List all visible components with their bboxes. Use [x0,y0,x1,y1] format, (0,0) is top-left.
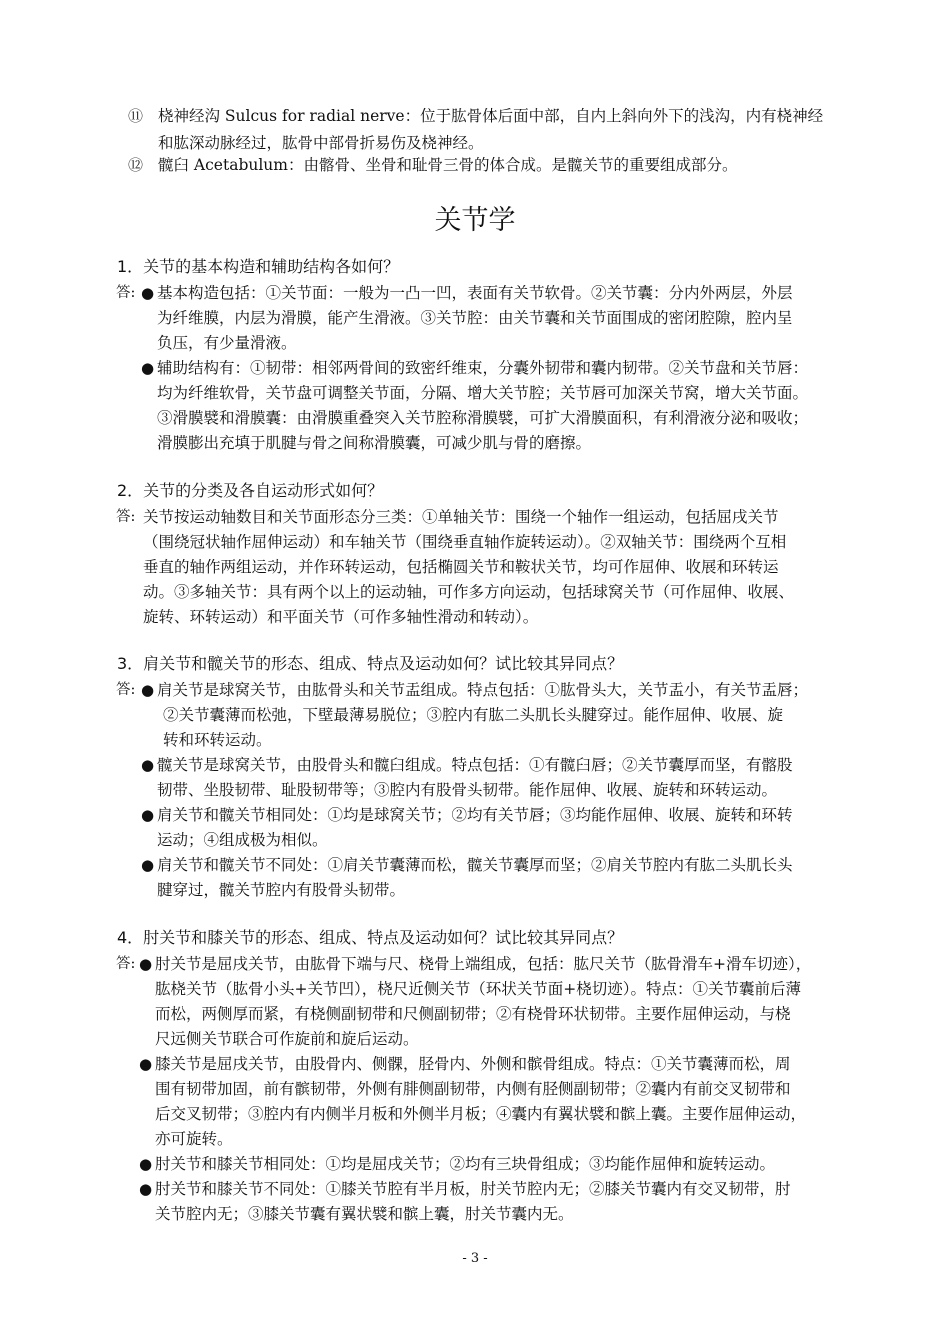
answer-line: 肩关节和髋关节相同处：①均是球窝关节；②均有关节唇；③均能作屈伸、收展、旋转和环转 [157,806,793,824]
answer-line: 关节按运动轴数目和关节面形态分三类：①单轴关节：围绕一个轴作一组运动，包括屈戌关节 [143,508,779,526]
answer-line: 膝关节是屈戌关节，由股骨内、侧髁，胫骨内、外侧和髌骨组成。特点：①关节囊薄而松，周 [155,1055,791,1073]
answer-line: 肩关节是球窝关节，由肱骨头和关节盂组成。特点包括：①肱骨头大，关节盂小，有关节盂唇； [157,681,809,699]
bullet-icon: ● [139,1055,153,1073]
answer-line: 均为纤维软骨，关节盘可调整关节面，分隔、增大关节腔；关节唇可加深关节窝，增大关节面。 [157,384,809,402]
answer-line: 负压，有少量滑液。 [157,334,297,352]
item-number-12: ⑫ [128,156,144,174]
answer-line: 滑膜膨出充填于肌腱与骨之间称滑膜囊，可减少肌与骨的磨擦。 [157,434,592,452]
bullet-icon: ● [141,756,155,774]
answer-line: 关节腔内无；③膝关节囊有翼状襞和髌上囊，肘关节囊内无。 [155,1205,574,1223]
answer-line: 为纤维膜，内层为滑膜，能产生滑液。③关节腔：由关节囊和关节面围成的密闭腔隙，腔内呈 [157,309,793,327]
answer-line: 垂直的轴作两组运动，并作环转运动，包括椭圆关节和鞍状关节，均可作屈伸、收展和环转运 [143,558,779,576]
bullet-icon: ● [141,681,155,699]
answer-label: 答: [116,509,136,525]
page-number: - 3 - [462,1251,488,1266]
question-heading: 3．肩关节和髋关节的形态、组成、特点及运动如何？试比较其异同点？ [117,654,624,673]
answer-line: 运动；④组成极为相似。 [157,831,328,849]
answer-line: 腱穿过，髋关节腔内有股骨头韧带。 [157,881,406,899]
section-title: 关节学 [434,205,516,236]
answer-label: 答: [116,956,136,972]
answer-line: 韧带、坐股韧带、耻股韧带等；③腔内有股骨头韧带。能作屈伸、收展、旋转和环转运动。 [157,781,778,799]
answer-line: 肘关节是屈戌关节，由肱骨下端与尺、桡骨上端组成，包括：肱尺关节（肱骨滑车+滑车切迹）， [155,955,812,973]
bullet-icon: ● [141,284,155,302]
question-heading: 1．关节的基本构造和辅助结构各如何？ [117,257,400,276]
answer-line: 辅助结构有：①韧带：相邻两骨间的致密纤维束，分囊外韧带和囊内韧带。②关节盘和关节唇： [157,359,809,377]
bullet-icon: ● [139,955,153,973]
answer-line: ③滑膜襞和滑膜囊：由滑膜重叠突入关节腔称滑膜襞，可扩大滑膜面积，有利滑液分泌和吸收； [157,409,809,427]
item-line: 和肱深动脉经过，肱骨中部骨折易伤及桡神经。 [158,134,484,152]
bullet-icon: ● [139,1155,153,1173]
answer-line: 而松，两侧厚而紧，有桡侧副韧带和尺侧副韧带；②有桡骨环状韧带。主要作屈伸运动，与桡 [155,1005,791,1023]
answer-line: 基本构造包括：①关节面：一般为一凸一凹，表面有关节软骨。②关节囊：分内外两层，外层 [157,284,793,302]
answer-line: 肩关节和髋关节不同处：①肩关节囊薄而松，髋关节囊厚而坚；②肩关节腔内有肱二头肌长头 [157,856,793,874]
answer-line: 动。③多轴关节：具有两个以上的运动轴，可作多方向运动，包括球窝关节（可作屈伸、收展、 [143,583,795,601]
answer-line: 亦可旋转。 [155,1130,233,1148]
answer-line: （围绕冠状轴作屈伸运动）和车轴关节（围绕垂直轴作旋转运动）。②双轴关节：围绕两个互相 [143,533,787,551]
answer-line: 肘关节和膝关节不同处：①膝关节腔有半月板，肘关节腔内无；②膝关节囊内有交叉韧带，肘 [155,1180,791,1198]
answer-label: 答: [116,682,136,698]
question-heading: 2．关节的分类及各自运动形式如何？ [117,481,384,500]
question-heading: 4．肘关节和膝关节的形态、组成、特点及运动如何？试比较其异同点？ [117,928,624,947]
answer-line: ②关节囊薄而松弛，下壁最薄易脱位；③腔内有肱二头肌长头腱穿过。能作屈伸、收展、旋 [163,706,784,724]
answer-line: 旋转、环转运动）和平面关节（可作多轴性滑动和转动）。 [143,608,539,626]
answer-line: 转和环转运动。 [163,731,272,749]
item-number-11: ⑪ [128,107,144,125]
bullet-icon: ● [141,856,155,874]
answer-line: 围有韧带加固，前有髌韧带，外侧有腓侧副韧带，内侧有胫侧副韧带；②囊内有前交叉韧带和 [155,1080,791,1098]
answer-label: 答: [116,285,136,301]
item-line: 桡神经沟 Sulcus for radial nerve：位于肱骨体后面中部，自内上斜向外下的浅沟，内有桡神经 [158,107,824,125]
bullet-icon: ● [139,1180,153,1198]
bullet-icon: ● [141,806,155,824]
answer-line: 肱桡关节（肱骨小头+关节凹），桡尺近侧关节（环状关节面+桡切迹）。特点：①关节囊前后薄 [155,980,801,998]
bullet-icon: ● [141,359,155,377]
answer-line: 后交叉韧带；③腔内有内侧半月板和外侧半月板；④囊内有翼状襞和髌上囊。主要作屈伸运动， [155,1105,807,1123]
answer-line: 尺远侧关节联合可作旋前和旋后运动。 [155,1030,419,1048]
answer-line: 髋关节是球窝关节，由股骨头和髋臼组成。特点包括：①有髋臼唇；②关节囊厚而坚，有髂股 [157,756,793,774]
item-line: 髋臼 Acetabulum：由髂骨、坐骨和耻骨三骨的体合成。是髋关节的重要组成部分。 [158,156,738,174]
answer-line: 肘关节和膝关节相同处：①均是屈戌关节；②均有三块骨组成；③均能作屈伸和旋转运动。 [155,1155,776,1173]
